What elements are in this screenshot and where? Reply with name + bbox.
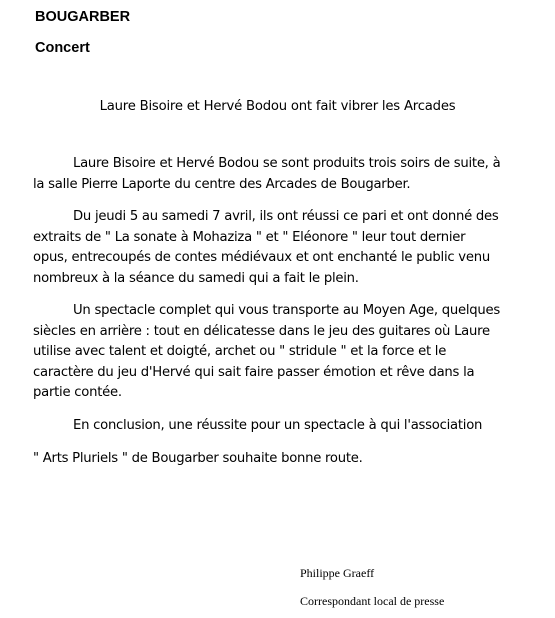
signature-role: Correspondant local de presse — [300, 594, 445, 608]
paragraph-3 — [33, 301, 523, 404]
paragraph-line: Un spectacle complet qui vous transporte au Moyen Age, quelques — [73, 303, 500, 318]
paragraph-line: nombreux à la séance du samedi qui a fait le plein. — [33, 270, 359, 286]
paragraph-line: utilise avec talent et doigté, archet ou " stridule " et la force et le — [33, 344, 447, 359]
paragraph-1 — [33, 154, 523, 195]
paragraph-2 — [33, 207, 523, 289]
paragraph-line: partie contée. — [33, 385, 122, 400]
paragraph-line: opus, entrecoupés de contes médiévaux et ont enchanté le public venu — [33, 250, 490, 265]
paragraph-line: la salle Pierre Laporte du centre des Arcades de Bougarber. — [33, 176, 411, 192]
section-heading: Concert — [35, 40, 90, 56]
signature-name: Philippe Graeff — [300, 566, 375, 580]
article-headline: Laure Bisoire et Hervé Bodou ont fait vibrer les Arcades — [99, 99, 456, 114]
paragraph-line: caractère du jeu d'Hervé qui sait faire passer émotion et rêve dans la — [33, 364, 475, 380]
town-heading: BOUGARBER — [35, 9, 131, 25]
article-body — [33, 154, 523, 470]
paragraph-line: extraits de " La sonate à Mohaziza " et " Eléonore " leur tout dernier — [33, 229, 466, 245]
paragraph-line: En conclusion, une réussite pour un spectacle à qui l'association — [73, 417, 483, 433]
paragraph-line: Du jeudi 5 au samedi 7 avril, ils ont réussi ce pari et ont donné des — [73, 209, 499, 224]
paragraph-line: " Arts Pluriels " de Bougarber souhaite bonne route. — [33, 451, 363, 466]
line-gap — [33, 436, 523, 449]
paragraph-line: siècles en arrière : tout en délicatesse dans le jeu des guitares où Laure — [33, 323, 490, 339]
paragraph-4 — [33, 416, 523, 470]
paragraph-line: Laure Bisoire et Hervé Bodou se sont produits trois soirs de suite, à — [73, 156, 501, 171]
